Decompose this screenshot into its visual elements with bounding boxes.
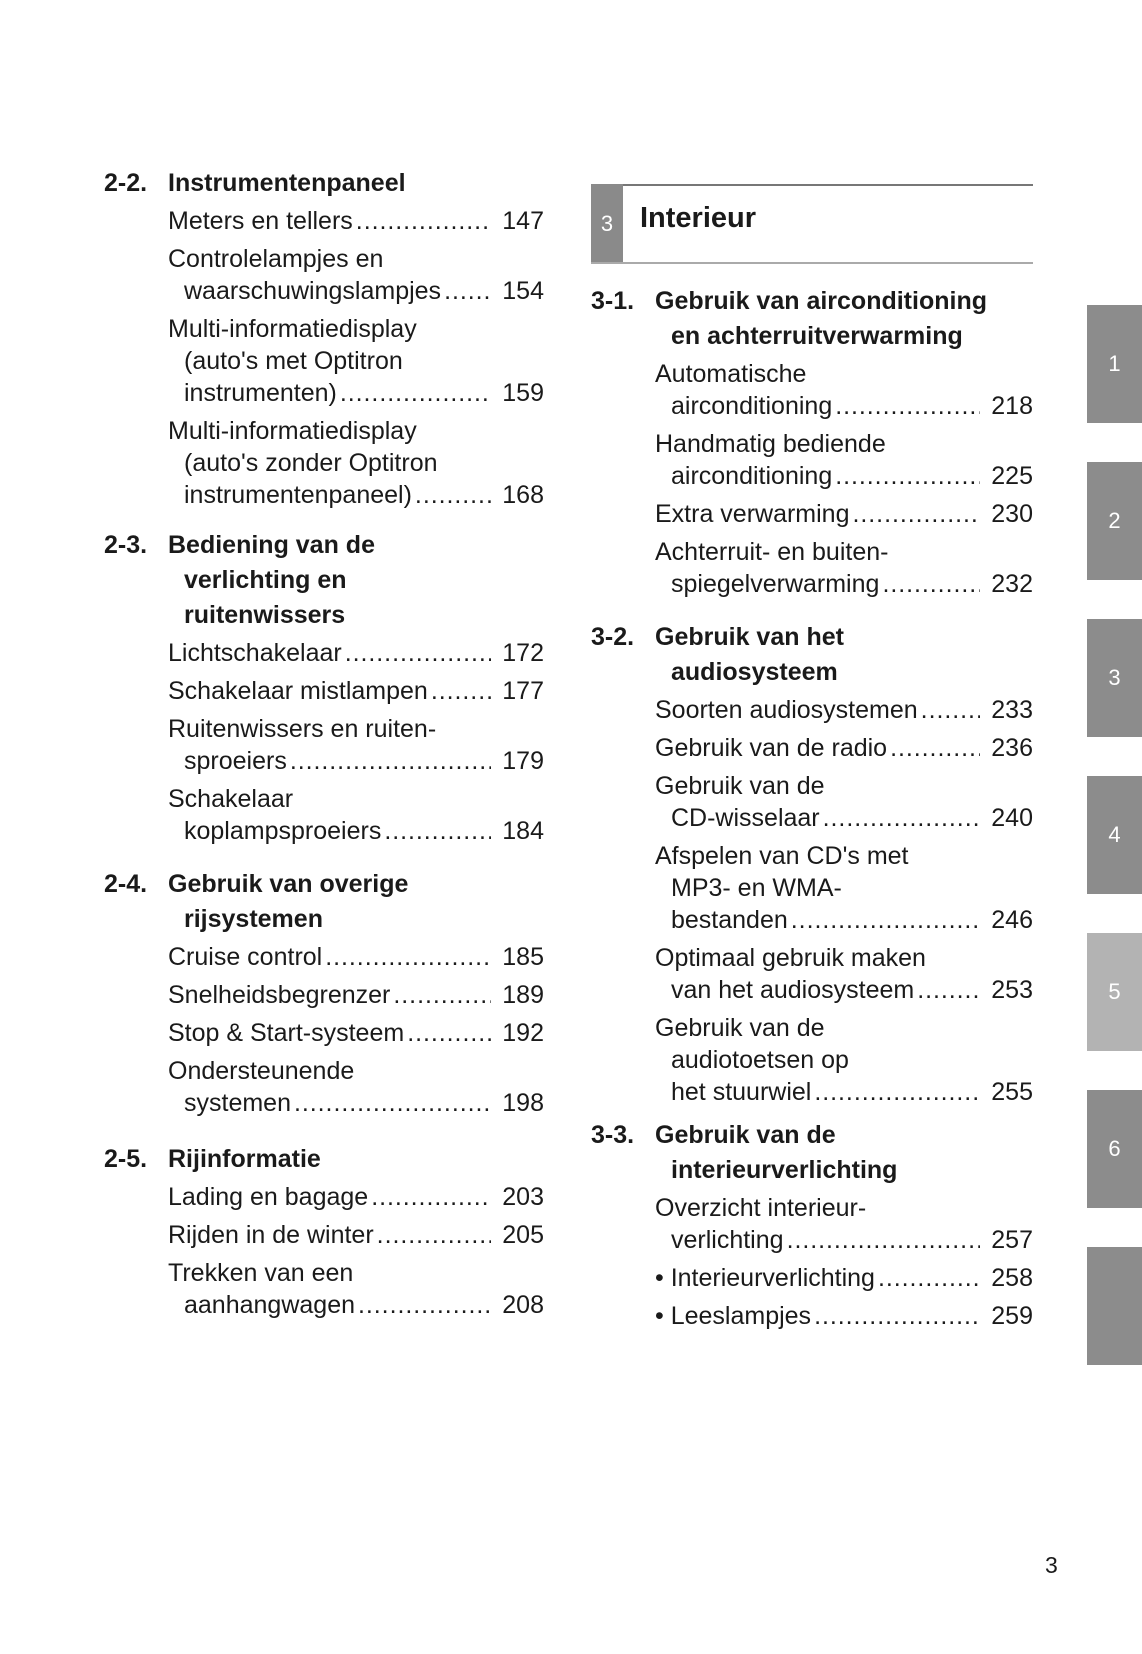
toc-entry-label: Overzicht interieur-: [655, 1194, 867, 1222]
dot-leader: [853, 498, 981, 530]
toc-entry-label: Gebruik van de: [655, 1014, 825, 1042]
toc-entry-rijden-in-de-winter[interactable]: [104, 1219, 544, 1251]
dot-leader: [921, 694, 980, 726]
toc-page-number: 236: [991, 734, 1033, 762]
toc-page-number: 147: [502, 207, 544, 235]
section-title: Gebruik van overige: [168, 870, 409, 898]
chapter-tab-blank[interactable]: [1087, 1247, 1142, 1365]
toc-entry-label: Extra verwarming: [655, 500, 850, 528]
dot-leader: [787, 1224, 980, 1256]
dot-leader: [340, 377, 491, 409]
toc-entry-label: Cruise control: [168, 943, 323, 971]
toc-page-number: 253: [991, 976, 1033, 1004]
toc-page-number: 257: [991, 1226, 1033, 1254]
toc-entry-label: Multi-informatiedisplay: [168, 417, 417, 445]
toc-entry-optimaal-gebruik-maken[interactable]: [591, 942, 1033, 1006]
toc-entry-label: airconditioning: [671, 392, 833, 420]
toc-entry-gebruik-van-de[interactable]: [591, 770, 1033, 834]
section-number-spacer: [104, 598, 168, 633]
toc-entry-label: bestanden: [671, 906, 788, 934]
dot-leader: [890, 732, 980, 764]
toc-entry-label: Optimaal gebruik maken: [655, 944, 926, 972]
chapter-tab-1[interactable]: 1: [1087, 305, 1142, 423]
toc-entry-multi-informatiedisplay[interactable]: [104, 313, 544, 409]
toc-entry-lichtschakelaar[interactable]: [104, 637, 544, 669]
toc-entry-label: Schakelaar: [168, 785, 294, 813]
dot-leader: [882, 568, 980, 600]
toc-page-number: 179: [502, 747, 544, 775]
toc-entry-handmatig-bediende[interactable]: [591, 428, 1033, 492]
chapter-title: Interieur: [640, 202, 757, 234]
dot-leader: [393, 979, 491, 1011]
dot-leader: [823, 802, 980, 834]
toc-entry-extra-verwarming[interactable]: [591, 498, 1033, 530]
section-number-spacer: [591, 319, 655, 354]
toc-entry-label: Controlelampjes en: [168, 245, 384, 273]
toc-entry-label: Gebruik van de radio: [655, 734, 888, 762]
section-number: 3-1.: [591, 287, 635, 315]
toc-entry-label: CD-wisselaar: [671, 804, 820, 832]
dot-leader: [814, 1076, 980, 1108]
toc-entry-schakelaar[interactable]: [104, 783, 544, 847]
toc-entry-label: • Leeslampjes: [655, 1302, 812, 1330]
section-title: Gebruik van het: [655, 623, 844, 651]
toc-entry-automatische[interactable]: [591, 358, 1033, 422]
dot-leader: [290, 745, 491, 777]
toc-entry-label: (auto's met Optitron: [184, 347, 403, 375]
toc-entry-afspelen-van-cd-s-met[interactable]: [591, 840, 1033, 936]
section-number-spacer: [591, 1153, 655, 1188]
toc-page-number: 177: [502, 677, 544, 705]
toc-page-number: 208: [502, 1291, 544, 1319]
toc-entry-trekken-van-een[interactable]: [104, 1257, 544, 1321]
toc-page-number: 159: [502, 379, 544, 407]
toc-page-number: 189: [502, 981, 544, 1009]
toc-page-number: 233: [991, 696, 1033, 724]
toc-page-number: 258: [991, 1264, 1033, 1292]
toc-page-number: 172: [502, 639, 544, 667]
toc-entry-cruise-control[interactable]: [104, 941, 544, 973]
toc-entry-label: Automatische: [655, 360, 807, 388]
toc-entry-label: airconditioning: [671, 462, 833, 490]
toc-page-number: 240: [991, 804, 1033, 832]
chapter-number: 3: [591, 184, 623, 264]
section-number-spacer: [591, 655, 655, 690]
toc-entry-label: Rijden in de winter: [168, 1221, 374, 1249]
toc-entry-label: Handmatig bediende: [655, 430, 886, 458]
chapter-tab-4[interactable]: 4: [1087, 776, 1142, 894]
toc-entry-stop-start-systeem[interactable]: [104, 1017, 544, 1049]
dot-leader: [371, 1181, 491, 1213]
page-number: 3: [1045, 1552, 1058, 1578]
toc-page-number: 185: [502, 943, 544, 971]
toc-entry-controlelampjes-en[interactable]: [104, 243, 544, 307]
toc-entry-label: Ondersteunende: [168, 1057, 355, 1085]
section-number: 2-5.: [104, 1145, 148, 1173]
toc-entry-schakelaar-mistlampen[interactable]: [104, 675, 544, 707]
section-title: ruitenwissers: [184, 601, 346, 629]
toc-entry-label: Schakelaar mistlampen: [168, 677, 428, 705]
toc-page-number: 225: [991, 462, 1033, 490]
section-number: 3-2.: [591, 623, 635, 651]
toc-page-number: 218: [991, 392, 1033, 420]
toc-entry-snelheidsbegrenzer[interactable]: [104, 979, 544, 1011]
toc-section-2-3: [104, 528, 544, 853]
section-title: Rijinformatie: [168, 1145, 321, 1173]
toc-section-3-1: [591, 284, 1033, 606]
toc-page-number: 246: [991, 906, 1033, 934]
section-title: audiosysteem: [671, 658, 838, 686]
section-number: 2-3.: [104, 531, 148, 559]
dot-leader: [835, 390, 980, 422]
toc-page-number: 203: [502, 1183, 544, 1211]
toc-entry-multi-informatiedisplay[interactable]: [104, 415, 544, 511]
toc-entry-label: Snelheidsbegrenzer: [168, 981, 391, 1009]
section-title: Instrumentenpaneel: [168, 169, 406, 197]
toc-entry-label: van het audiosysteem: [671, 976, 915, 1004]
toc-page-number: 168: [502, 481, 544, 509]
section-number-spacer: [104, 563, 168, 598]
dot-leader: [835, 460, 980, 492]
dot-leader: [384, 815, 491, 847]
chapter-tab-2[interactable]: 2: [1087, 462, 1142, 580]
toc-entry-label: audiotoetsen op: [671, 1046, 849, 1074]
section-title: rijsystemen: [184, 905, 323, 933]
section-title: verlichting en: [184, 566, 347, 594]
toc-page-number: 232: [991, 570, 1033, 598]
section-number: 3-3.: [591, 1121, 635, 1149]
section-title: Bediening van de: [168, 531, 375, 559]
dot-leader: [377, 1219, 491, 1251]
toc-entry-gebruik-van-de-radio[interactable]: [591, 732, 1033, 764]
dot-leader: [415, 479, 491, 511]
toc-page-number: 192: [502, 1019, 544, 1047]
dot-leader: [325, 941, 491, 973]
toc-entry-label: Afspelen van CD's met: [655, 842, 909, 870]
toc-entry-label: spiegelverwarming: [671, 570, 880, 598]
toc-entry-label: Gebruik van de: [655, 772, 825, 800]
toc-section-2-4: [104, 867, 544, 1125]
toc-entry-label: Multi-informatiedisplay: [168, 315, 417, 343]
chapter-header: [591, 184, 1033, 264]
toc-entry-label: verlichting: [671, 1226, 784, 1254]
toc-entry-overzicht-interieur[interactable]: [591, 1192, 1033, 1256]
toc-entry-interieurverlichting[interactable]: [591, 1262, 1033, 1294]
toc-section-2-5: [104, 1142, 544, 1327]
toc-page-number: 184: [502, 817, 544, 845]
toc-page-number: 205: [502, 1221, 544, 1249]
toc-entry-label: MP3- en WMA-: [671, 874, 842, 902]
section-title: Gebruik van airconditioning: [655, 287, 987, 315]
toc-entry-label: instrumentenpaneel): [184, 481, 412, 509]
dot-leader: [431, 675, 491, 707]
toc-entry-label: aanhangwagen: [184, 1291, 355, 1319]
toc-entry-label: Meters en tellers: [168, 207, 353, 235]
toc-entry-lading-en-bagage[interactable]: [104, 1181, 544, 1213]
dot-leader: [345, 637, 491, 669]
chapter-header-top-rule: [591, 184, 1033, 186]
dot-leader: [358, 1289, 491, 1321]
dot-leader: [791, 904, 980, 936]
chapter-tab-6[interactable]: 6: [1087, 1090, 1142, 1208]
dot-leader: [878, 1262, 980, 1294]
toc-entry-leeslampjes[interactable]: [591, 1300, 1033, 1332]
toc-section-3-3: [591, 1118, 1033, 1338]
toc-entry-gebruik-van-de[interactable]: [591, 1012, 1033, 1108]
toc-entry-meters-en-tellers[interactable]: [104, 205, 544, 237]
toc-entry-label: waarschuwingslampjes: [184, 277, 442, 305]
section-number-spacer: [104, 902, 168, 937]
toc-entry-ondersteunende[interactable]: [104, 1055, 544, 1119]
dot-leader: [444, 275, 491, 307]
toc-entry-label: • Interieurverlichting: [655, 1264, 875, 1292]
toc-page-number: 198: [502, 1089, 544, 1117]
toc-section-3-2: [591, 620, 1033, 1114]
toc-entry-label: Stop & Start-systeem: [168, 1019, 405, 1047]
toc-entry-label: sproeiers: [184, 747, 287, 775]
toc-entry-label: instrumenten): [184, 379, 337, 407]
toc-page-number: 255: [991, 1078, 1033, 1106]
section-title: Gebruik van de: [655, 1121, 836, 1149]
toc-entry-label: Soorten audiosystemen: [655, 696, 918, 724]
toc-entry-achterruit-en-buiten[interactable]: [591, 536, 1033, 600]
toc-page-number: 154: [502, 277, 544, 305]
toc-entry-label: koplampsproeiers: [184, 817, 382, 845]
section-title: interieurverlichting: [671, 1156, 898, 1184]
toc-page-number: 230: [991, 500, 1033, 528]
dot-leader: [407, 1017, 491, 1049]
toc-entry-label: Ruitenwissers en ruiten-: [168, 715, 437, 743]
section-number: 2-2.: [104, 169, 148, 197]
toc-entry-label: het stuurwiel: [671, 1078, 812, 1106]
dot-leader: [917, 974, 980, 1006]
toc-entry-label: Achterruit- en buiten-: [655, 538, 889, 566]
toc-entry-label: Lading en bagage: [168, 1183, 369, 1211]
section-title: en achterruitverwarming: [671, 322, 963, 350]
toc-entry-label: Lichtschakelaar: [168, 639, 342, 667]
toc-entry-ruitenwissers-en-ruiten[interactable]: [104, 713, 544, 777]
toc-entry-label: Trekken van een: [168, 1259, 354, 1287]
dot-leader: [814, 1300, 980, 1332]
chapter-header-bottom-rule: [591, 262, 1033, 264]
toc-entry-label: systemen: [184, 1089, 291, 1117]
toc-section-2-2: [104, 166, 544, 517]
toc-entry-soorten-audiosystemen[interactable]: [591, 694, 1033, 726]
dot-leader: [294, 1087, 491, 1119]
chapter-tab-5[interactable]: 5: [1087, 933, 1142, 1051]
toc-page-number: 259: [991, 1302, 1033, 1330]
section-number: 2-4.: [104, 870, 148, 898]
toc-entry-label: (auto's zonder Optitron: [184, 449, 438, 477]
chapter-tab-3[interactable]: 3: [1087, 619, 1142, 737]
dot-leader: [356, 205, 491, 237]
